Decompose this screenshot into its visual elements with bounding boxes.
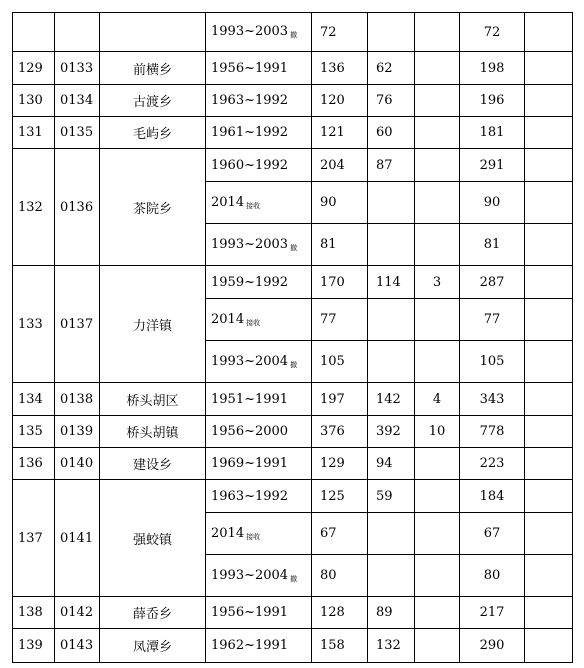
code-cell: 0140 (55, 448, 100, 480)
total-cell: 105 (460, 341, 525, 383)
count-c-cell (415, 480, 460, 513)
table-row (13, 149, 573, 182)
period-cell (206, 266, 312, 299)
count-a-cell: 121 (312, 117, 368, 149)
township-name-cell: 前横乡 (100, 52, 206, 85)
table-row (13, 266, 573, 299)
total-cell: 181 (460, 117, 525, 149)
code-cell: 0138 (55, 383, 100, 416)
period-text: 1993~2004 (211, 353, 289, 369)
period-text: 1993~2003 (211, 24, 289, 39)
count-c-cell (415, 149, 460, 182)
period-cell (206, 597, 312, 629)
period-text: 1962~1991 (211, 638, 289, 653)
period-cell (206, 224, 312, 266)
count-a-cell: 128 (312, 597, 368, 629)
period-cell (206, 480, 312, 513)
code-cell (55, 13, 100, 52)
table-row (13, 117, 573, 149)
count-b-cell (368, 299, 415, 341)
code-cell: 0137 (55, 266, 100, 383)
row-number-cell: 135 (13, 416, 55, 448)
total-cell: 72 (460, 13, 525, 52)
code-cell: 0136 (55, 149, 100, 266)
archive-table (12, 12, 573, 663)
period-cell (206, 149, 312, 182)
period-tag: 接收 (246, 201, 261, 210)
code-cell: 0141 (55, 480, 100, 597)
period-cell (206, 629, 312, 663)
remarks-cell (525, 266, 573, 299)
total-cell: 67 (460, 513, 525, 555)
total-cell: 90 (460, 182, 525, 224)
period-text: 1963~1992 (211, 488, 289, 504)
total-cell: 291 (460, 149, 525, 182)
period-cell (206, 555, 312, 597)
count-a-cell: 129 (312, 448, 368, 480)
code-cell: 0139 (55, 416, 100, 448)
remarks-cell (525, 117, 573, 149)
total-cell: 290 (460, 629, 525, 663)
township-name-cell: 茶院乡 (100, 149, 206, 266)
township-name-cell: 薛岙乡 (100, 597, 206, 629)
township-name-cell: 凤潭乡 (100, 629, 206, 663)
count-c-cell (415, 299, 460, 341)
total-cell: 77 (460, 299, 525, 341)
period-text: 2014 (211, 311, 245, 327)
period-tag: 接收 (246, 318, 261, 327)
count-a-cell: 77 (312, 299, 368, 341)
count-b-cell: 114 (368, 266, 415, 299)
code-cell: 0134 (55, 85, 100, 117)
count-b-cell: 132 (368, 629, 415, 663)
period-text: 1993~2003 (211, 236, 289, 252)
period-cell (206, 299, 312, 341)
count-a-cell: 120 (312, 85, 368, 117)
remarks-cell (525, 416, 573, 448)
row-number-cell: 132 (13, 149, 55, 266)
count-a-cell: 105 (312, 341, 368, 383)
table-row (13, 85, 573, 117)
count-c-cell (415, 85, 460, 117)
total-cell: 80 (460, 555, 525, 597)
row-number-cell: 130 (13, 85, 55, 117)
count-a-cell: 72 (312, 13, 368, 52)
period-cell (206, 416, 312, 448)
count-a-cell: 158 (312, 629, 368, 663)
code-cell: 0135 (55, 117, 100, 149)
code-cell: 0133 (55, 52, 100, 85)
code-cell: 0143 (55, 629, 100, 663)
township-name-cell: 古渡乡 (100, 85, 206, 117)
row-number-cell: 129 (13, 52, 55, 85)
count-b-cell: 76 (368, 85, 415, 117)
count-a-cell: 81 (312, 224, 368, 266)
total-cell: 81 (460, 224, 525, 266)
period-cell (206, 341, 312, 383)
count-c-cell: 3 (415, 266, 460, 299)
remarks-cell (525, 182, 573, 224)
count-c-cell (415, 513, 460, 555)
township-name-cell: 毛屿乡 (100, 117, 206, 149)
period-text: 1969~1991 (211, 456, 289, 471)
period-text: 1956~1991 (211, 605, 289, 620)
period-text: 1956~1991 (211, 60, 289, 76)
period-text: 1960~1992 (211, 157, 289, 173)
remarks-cell (525, 480, 573, 513)
count-b-cell: 142 (368, 383, 415, 416)
total-cell: 184 (460, 480, 525, 513)
remarks-cell (525, 299, 573, 341)
period-text: 1961~1992 (211, 125, 289, 140)
count-c-cell (415, 597, 460, 629)
period-tag: 撤 (290, 574, 298, 583)
count-c-cell (415, 182, 460, 224)
count-c-cell (415, 13, 460, 52)
period-text: 1959~1992 (211, 274, 289, 290)
township-name-cell (100, 13, 206, 52)
row-number-cell: 138 (13, 597, 55, 629)
table-row (13, 383, 573, 416)
count-a-cell: 170 (312, 266, 368, 299)
count-b-cell (368, 224, 415, 266)
total-cell: 196 (460, 85, 525, 117)
count-c-cell (415, 224, 460, 266)
count-c-cell: 4 (415, 383, 460, 416)
row-number-cell: 131 (13, 117, 55, 149)
count-b-cell: 87 (368, 149, 415, 182)
count-b-cell (368, 13, 415, 52)
count-a-cell: 67 (312, 513, 368, 555)
table-row (13, 52, 573, 85)
count-b-cell: 392 (368, 416, 415, 448)
code-cell: 0142 (55, 597, 100, 629)
remarks-cell (525, 341, 573, 383)
period-text: 1951~1991 (211, 391, 289, 407)
period-cell (206, 448, 312, 480)
remarks-cell (525, 513, 573, 555)
period-text: 2014 (211, 525, 245, 541)
total-cell: 223 (460, 448, 525, 480)
total-cell: 287 (460, 266, 525, 299)
row-number-cell: 139 (13, 629, 55, 663)
remarks-cell (525, 383, 573, 416)
remarks-cell (525, 13, 573, 52)
count-a-cell: 80 (312, 555, 368, 597)
count-c-cell (415, 448, 460, 480)
period-cell (206, 117, 312, 149)
table-row (13, 13, 573, 52)
table-row (13, 416, 573, 448)
count-b-cell (368, 555, 415, 597)
count-b-cell: 62 (368, 52, 415, 85)
count-c-cell (415, 555, 460, 597)
township-name-cell: 力洋镇 (100, 266, 206, 383)
period-text: 1956~2000 (211, 424, 289, 439)
table-row (13, 448, 573, 480)
period-text: 2014 (211, 194, 245, 210)
remarks-cell (525, 629, 573, 663)
count-c-cell (415, 117, 460, 149)
period-cell (206, 85, 312, 117)
period-text: 1993~2004 (211, 567, 289, 583)
township-name-cell: 建设乡 (100, 448, 206, 480)
total-cell: 343 (460, 383, 525, 416)
count-c-cell (415, 52, 460, 85)
period-cell (206, 513, 312, 555)
remarks-cell (525, 555, 573, 597)
remarks-cell (525, 52, 573, 85)
row-number-cell: 133 (13, 266, 55, 383)
row-number-cell: 136 (13, 448, 55, 480)
township-name-cell: 桥头胡区 (100, 383, 206, 416)
remarks-cell (525, 597, 573, 629)
row-number-cell: 137 (13, 480, 55, 597)
table-row (13, 480, 573, 513)
count-b-cell (368, 513, 415, 555)
count-b-cell (368, 182, 415, 224)
period-cell (206, 182, 312, 224)
count-c-cell (415, 341, 460, 383)
table-row (13, 597, 573, 629)
count-a-cell: 376 (312, 416, 368, 448)
period-tag: 接收 (246, 532, 261, 541)
period-tag: 撤 (290, 243, 298, 252)
table-row (13, 629, 573, 663)
count-a-cell: 204 (312, 149, 368, 182)
township-name-cell: 强蛟镇 (100, 480, 206, 597)
total-cell: 198 (460, 52, 525, 85)
township-name-cell: 桥头胡镇 (100, 416, 206, 448)
count-b-cell: 89 (368, 597, 415, 629)
table-body (13, 13, 573, 663)
count-a-cell: 136 (312, 52, 368, 85)
count-a-cell: 197 (312, 383, 368, 416)
period-cell (206, 13, 312, 52)
remarks-cell (525, 448, 573, 480)
remarks-cell (525, 224, 573, 266)
remarks-cell (525, 85, 573, 117)
row-number-cell (13, 13, 55, 52)
total-cell: 778 (460, 416, 525, 448)
count-a-cell: 90 (312, 182, 368, 224)
period-cell (206, 52, 312, 85)
count-b-cell (368, 341, 415, 383)
row-number-cell: 134 (13, 383, 55, 416)
period-cell (206, 383, 312, 416)
count-c-cell (415, 629, 460, 663)
period-text: 1963~1992 (211, 93, 289, 108)
remarks-cell (525, 149, 573, 182)
period-tag: 撤 (290, 360, 298, 369)
count-b-cell: 94 (368, 448, 415, 480)
count-a-cell: 125 (312, 480, 368, 513)
count-b-cell: 59 (368, 480, 415, 513)
count-b-cell: 60 (368, 117, 415, 149)
period-tag: 撤 (290, 31, 298, 39)
total-cell: 217 (460, 597, 525, 629)
count-c-cell: 10 (415, 416, 460, 448)
